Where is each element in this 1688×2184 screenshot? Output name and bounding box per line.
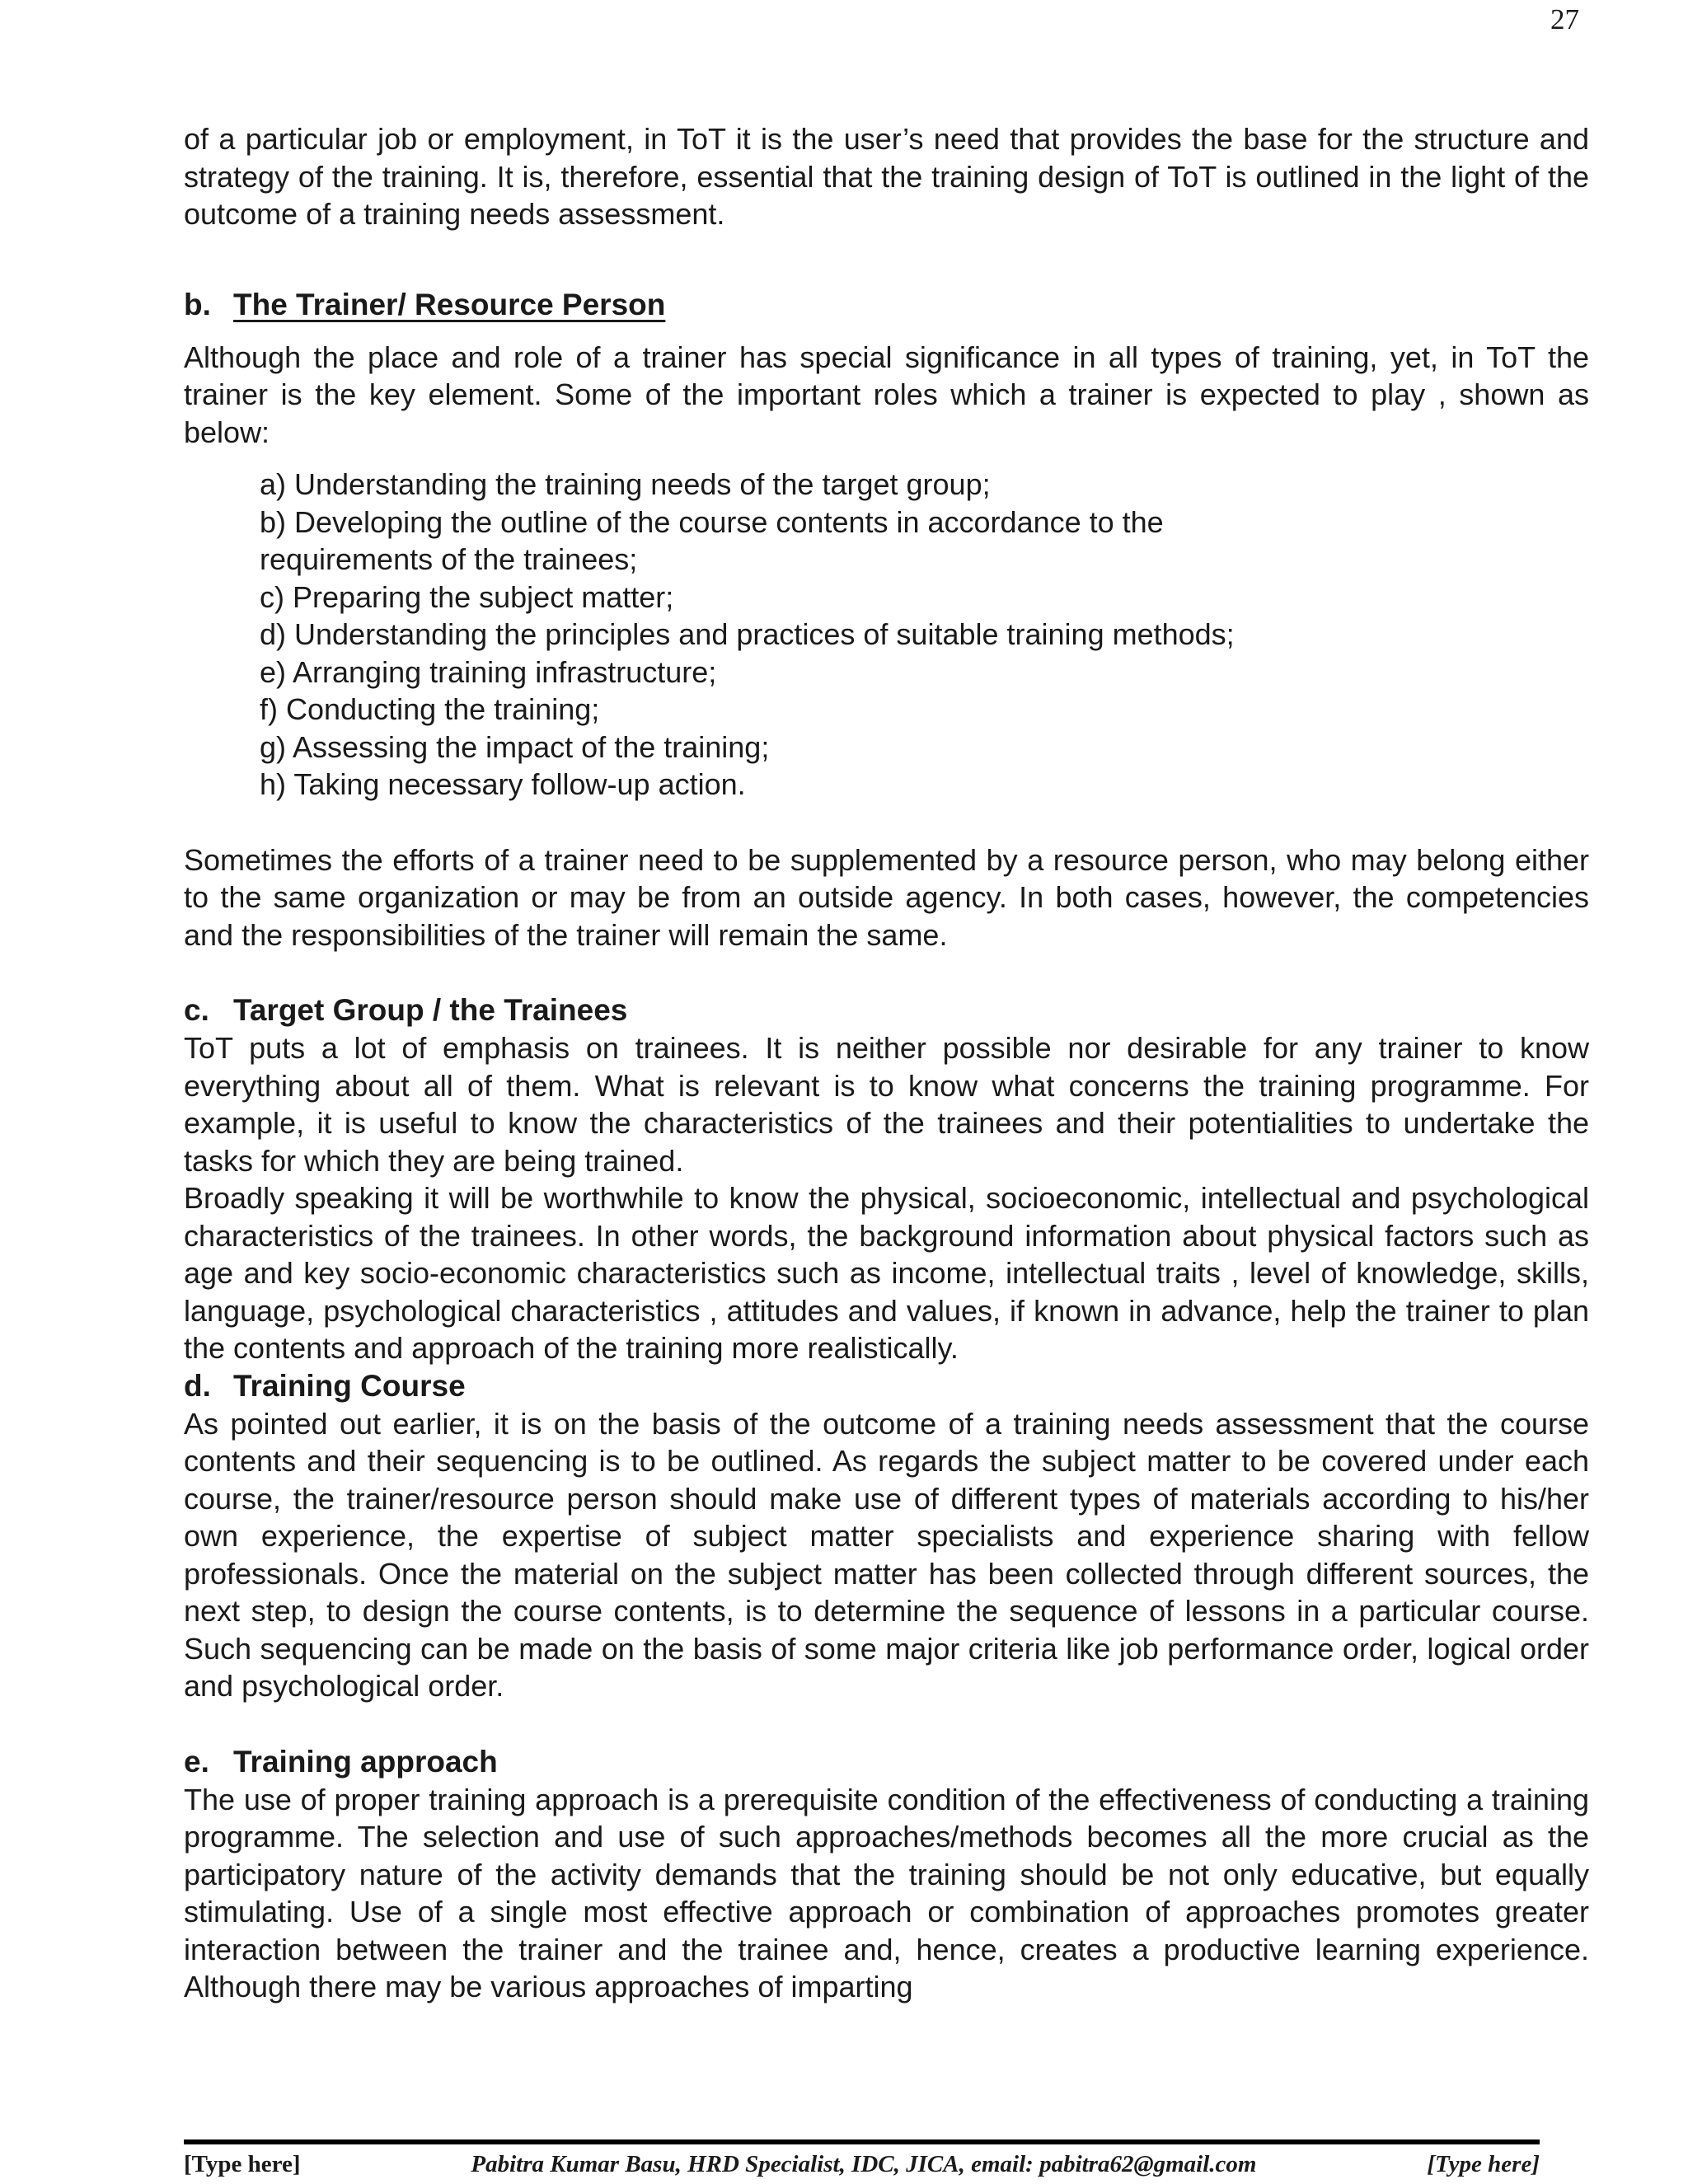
- section-d-letter: d.: [184, 1368, 211, 1403]
- list-item: d) Understanding the principles and practices of suitable training methods;: [260, 617, 1235, 651]
- section-c-title: Target Group / the Trainees: [233, 993, 628, 1027]
- section-b-heading: [184, 286, 1589, 324]
- footer-left: [Type here]: [184, 2150, 301, 2177]
- intro-paragraph: of a particular job or employment, in ToT it is the user’s need that provides the base for the structure and strategy of the training. It is, therefore, essential that the training design of ToT is outlined in the light of the outcome of a training needs assessment.: [184, 122, 1589, 231]
- section-e-paragraph: The use of proper training approach is a prerequisite condition of the effectiveness of conducting a training programme. The selection and use of such approaches/methods becomes all the more crucial as the participatory nature of the activity demands that the training should be not only educative, but equally stimulating. Use of a single most effective approach or combination of approaches promotes greater interaction between the trainer and the trainee and, hence, creates a productive learning experience. Although there may be various approaches of imparting: [184, 1782, 1589, 2004]
- page-footer: [184, 2148, 1540, 2181]
- section-c-letter: c.: [184, 993, 209, 1027]
- spacer: [184, 1705, 1589, 1743]
- section-d-paragraph: As pointed out earlier, it is on the basis of the outcome of a training needs assessment that the course contents and their sequencing is to be outlined. As regards the subject matter to be covered under each course, the trainer/resource person should make use of different types of materials according to his/her own experience, the expertise of subject matter specialists and experience sharing with fellow professionals. Once the material on the subject matter has been collected through different sources, the next step, to design the course contents, is to determine the sequence of lessons in a particular course. Such sequencing can be made on the basis of some major criteria like job performance order, logical order and psychological order.: [184, 1406, 1589, 1703]
- section-c-paragraph-1: ToT puts a lot of emphasis on trainees. It is neither possible nor desirable for any trainer to know everything about all of them. What is relevant is to know what concerns the training programme. For example, it is useful to know the characteristics of the trainees and their potentialities to undertake the tasks for which they are being trained.: [184, 1031, 1589, 1178]
- list-item: c) Preparing the subject matter;: [260, 579, 674, 614]
- section-b-letter: b.: [184, 287, 211, 321]
- section-b-title: The Trainer/ Resource Person: [233, 287, 666, 321]
- section-b-intro: Although the place and role of a trainer has special significance in all types of training, yet, in ToT the trainer is the key element. Some of the important roles which a trainer is expected to play , shown as below:: [184, 340, 1589, 449]
- list-item: f) Conducting the training;: [260, 692, 600, 726]
- section-e-title: Training approach: [233, 1744, 498, 1779]
- section-e-letter: e.: [184, 1744, 209, 1779]
- spacer: [184, 324, 1589, 339]
- footer-author: Pabitra Kumar Basu, HRD Specialist, IDC, JICA, email: pabitra62@gmail.com: [471, 2150, 1257, 2177]
- spacer: [184, 233, 1589, 286]
- section-c-paragraph-2: Broadly speaking it will be worthwhile to know the physical, socioeconomic, intellectual and psychological characteristics of the trainees. In other words, the background information about physical factors such as age and key socio-economic characteristics such as income, intellectual traits , level of knowledge, skills, language, psychological characteristics , attitudes and values, if known in advance, help the trainer to plan the contents and approach of the training more realistically.: [184, 1181, 1589, 1365]
- list-item: e) Arranging training infrastructure;: [260, 654, 717, 689]
- footer-divider: [184, 2139, 1540, 2144]
- spacer: [184, 954, 1589, 991]
- section-e-heading: [184, 1743, 1589, 1781]
- page-number: 27: [1550, 3, 1579, 35]
- list-item: h) Taking necessary follow-up action.: [260, 767, 746, 801]
- spacer: [184, 804, 1589, 841]
- section-c-heading: [184, 991, 1589, 1029]
- section-b-closing: Sometimes the efforts of a trainer need to be supplemented by a resource person, who may belong either to the same organization or may be from an outside agency. In both cases, however, the competencies and the responsibilities of the trainer will remain the same.: [184, 842, 1589, 952]
- document-body: [184, 120, 1589, 2006]
- footer-right: [Type here]: [1427, 2150, 1540, 2177]
- section-d-heading: [184, 1367, 1589, 1405]
- spacer: [184, 451, 1589, 466]
- section-d-title: Training Course: [233, 1368, 466, 1403]
- trainer-roles-list: [184, 466, 1589, 804]
- list-item: a) Understanding the training needs of the target group;: [260, 467, 991, 501]
- list-item: g) Assessing the impact of the training;: [260, 729, 770, 764]
- list-item: b) Developing the outline of the course contents in accordance to the requirements of the trainees;: [260, 504, 1164, 576]
